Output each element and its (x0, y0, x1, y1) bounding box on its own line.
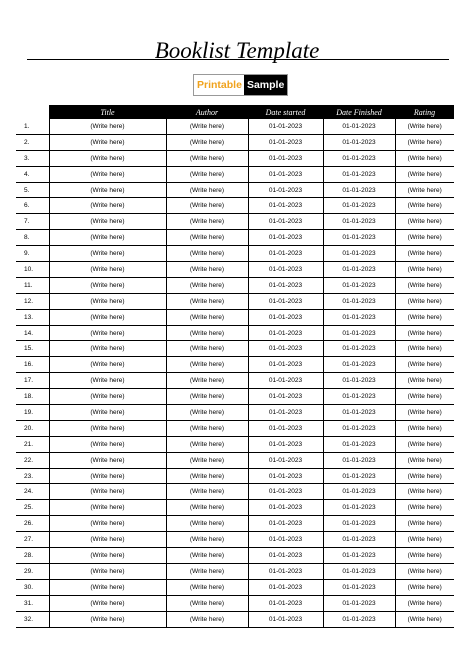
row-number: 8. (16, 230, 49, 246)
row-number: 28. (16, 548, 49, 564)
table-row (16, 548, 454, 564)
table-row (16, 150, 454, 166)
rating-cell[interactable]: (Write here) (395, 516, 454, 532)
date-started-cell[interactable]: 01-01-2023 (248, 420, 323, 436)
rating-cell[interactable]: (Write here) (395, 611, 454, 627)
table-row (16, 373, 454, 389)
date-started-cell[interactable]: 01-01-2023 (248, 325, 323, 341)
row-number: 19. (16, 405, 49, 421)
date-finished-cell[interactable]: 01-01-2023 (323, 516, 395, 532)
rating-cell[interactable]: (Write here) (395, 452, 454, 468)
date-finished-cell[interactable]: 01-01-2023 (323, 341, 395, 357)
table-row (16, 277, 454, 293)
row-number: 18. (16, 389, 49, 405)
title-cell[interactable]: (Write here) (49, 214, 166, 230)
rating-cell[interactable]: (Write here) (395, 166, 454, 182)
author-cell[interactable]: (Write here) (166, 357, 248, 373)
row-number: 32. (16, 611, 49, 627)
rating-cell[interactable]: (Write here) (395, 357, 454, 373)
row-number: 10. (16, 262, 49, 278)
date-finished-cell[interactable]: 01-01-2023 (323, 611, 395, 627)
date-started-cell[interactable]: 01-01-2023 (248, 452, 323, 468)
rating-cell[interactable]: (Write here) (395, 134, 454, 150)
author-cell[interactable]: (Write here) (166, 262, 248, 278)
table-row (16, 325, 454, 341)
title-cell[interactable]: (Write here) (49, 468, 166, 484)
date-started-cell[interactable]: 01-01-2023 (248, 436, 323, 452)
rating-cell[interactable]: (Write here) (395, 595, 454, 611)
date-finished-cell[interactable]: 01-01-2023 (323, 595, 395, 611)
rating-cell[interactable]: (Write here) (395, 182, 454, 198)
rating-cell[interactable]: (Write here) (395, 405, 454, 421)
title-cell[interactable]: (Write here) (49, 134, 166, 150)
date-started-cell[interactable]: 01-01-2023 (248, 150, 323, 166)
author-cell[interactable]: (Write here) (166, 452, 248, 468)
rating-cell[interactable]: (Write here) (395, 484, 454, 500)
author-cell[interactable]: (Write here) (166, 436, 248, 452)
title-cell[interactable]: (Write here) (49, 579, 166, 595)
row-number: 22. (16, 452, 49, 468)
rating-cell[interactable]: (Write here) (395, 119, 454, 134)
author-cell[interactable]: (Write here) (166, 532, 248, 548)
title-cell[interactable]: (Write here) (49, 595, 166, 611)
table-row (16, 516, 454, 532)
row-number: 17. (16, 373, 49, 389)
date-started-cell[interactable]: 01-01-2023 (248, 389, 323, 405)
date-started-cell[interactable]: 01-01-2023 (248, 500, 323, 516)
header-date-finished: Date Finished (323, 105, 395, 119)
title-cell[interactable]: (Write here) (49, 182, 166, 198)
rating-cell[interactable]: (Write here) (395, 246, 454, 262)
rating-cell[interactable]: (Write here) (395, 293, 454, 309)
title-cell[interactable]: (Write here) (49, 452, 166, 468)
title-cell[interactable]: (Write here) (49, 150, 166, 166)
title-cell[interactable]: (Write here) (49, 325, 166, 341)
logo-part-printable: Printable (194, 75, 244, 95)
date-finished-cell[interactable]: 01-01-2023 (323, 548, 395, 564)
date-finished-cell[interactable]: 01-01-2023 (323, 230, 395, 246)
table-row (16, 436, 454, 452)
date-finished-cell[interactable]: 01-01-2023 (323, 325, 395, 341)
date-started-cell[interactable]: 01-01-2023 (248, 119, 323, 134)
author-cell[interactable]: (Write here) (166, 468, 248, 484)
rating-cell[interactable]: (Write here) (395, 563, 454, 579)
date-started-cell[interactable]: 01-01-2023 (248, 357, 323, 373)
title-cell[interactable]: (Write here) (49, 262, 166, 278)
title-cell[interactable]: (Write here) (49, 357, 166, 373)
header-date-started: Date started (248, 105, 323, 119)
author-cell[interactable]: (Write here) (166, 373, 248, 389)
date-finished-cell[interactable]: 01-01-2023 (323, 246, 395, 262)
rating-cell[interactable]: (Write here) (395, 230, 454, 246)
table-row (16, 293, 454, 309)
author-cell[interactable]: (Write here) (166, 166, 248, 182)
row-number: 31. (16, 595, 49, 611)
table-row (16, 166, 454, 182)
rating-cell[interactable]: (Write here) (395, 277, 454, 293)
row-number: 25. (16, 500, 49, 516)
title-cell[interactable]: (Write here) (49, 420, 166, 436)
date-started-cell[interactable]: 01-01-2023 (248, 405, 323, 421)
table-row (16, 357, 454, 373)
table-row (16, 262, 454, 278)
title-cell[interactable]: (Write here) (49, 532, 166, 548)
author-cell[interactable]: (Write here) (166, 214, 248, 230)
table-row (16, 246, 454, 262)
row-number: 13. (16, 309, 49, 325)
table-row (16, 611, 454, 627)
title-cell[interactable]: (Write here) (49, 389, 166, 405)
date-finished-cell[interactable]: 01-01-2023 (323, 436, 395, 452)
author-cell[interactable]: (Write here) (166, 516, 248, 532)
rating-cell[interactable]: (Write here) (395, 468, 454, 484)
row-number: 30. (16, 579, 49, 595)
author-cell[interactable]: (Write here) (166, 119, 248, 134)
author-cell[interactable]: (Write here) (166, 198, 248, 214)
date-finished-cell[interactable]: 01-01-2023 (323, 198, 395, 214)
date-finished-cell[interactable]: 01-01-2023 (323, 452, 395, 468)
author-cell[interactable]: (Write here) (166, 484, 248, 500)
date-started-cell[interactable]: 01-01-2023 (248, 579, 323, 595)
date-finished-cell[interactable]: 01-01-2023 (323, 293, 395, 309)
author-cell[interactable]: (Write here) (166, 389, 248, 405)
row-number: 14. (16, 325, 49, 341)
author-cell[interactable]: (Write here) (166, 341, 248, 357)
header-number (16, 105, 49, 119)
table-row (16, 198, 454, 214)
title-cell[interactable]: (Write here) (49, 563, 166, 579)
table-row (16, 309, 454, 325)
table-row (16, 214, 454, 230)
table-row (16, 500, 454, 516)
date-finished-cell[interactable]: 01-01-2023 (323, 484, 395, 500)
author-cell[interactable]: (Write here) (166, 150, 248, 166)
table-row (16, 389, 454, 405)
author-cell[interactable]: (Write here) (166, 134, 248, 150)
title-cell[interactable]: (Write here) (49, 500, 166, 516)
date-finished-cell[interactable]: 01-01-2023 (323, 309, 395, 325)
table-row (16, 405, 454, 421)
author-cell[interactable]: (Write here) (166, 309, 248, 325)
date-finished-cell[interactable]: 01-01-2023 (323, 182, 395, 198)
row-number: 5. (16, 182, 49, 198)
row-number: 9. (16, 246, 49, 262)
date-started-cell[interactable]: 01-01-2023 (248, 230, 323, 246)
table-row (16, 563, 454, 579)
row-number: 3. (16, 150, 49, 166)
date-finished-cell[interactable]: 01-01-2023 (323, 150, 395, 166)
rating-cell[interactable]: (Write here) (395, 341, 454, 357)
author-cell[interactable]: (Write here) (166, 246, 248, 262)
date-started-cell[interactable]: 01-01-2023 (248, 309, 323, 325)
author-cell[interactable]: (Write here) (166, 548, 248, 564)
date-started-cell[interactable]: 01-01-2023 (248, 293, 323, 309)
table-body (16, 119, 454, 627)
table-row (16, 579, 454, 595)
date-finished-cell[interactable]: 01-01-2023 (323, 134, 395, 150)
row-number: 23. (16, 468, 49, 484)
date-started-cell[interactable]: 01-01-2023 (248, 516, 323, 532)
date-finished-cell[interactable]: 01-01-2023 (323, 500, 395, 516)
date-finished-cell[interactable]: 01-01-2023 (323, 214, 395, 230)
date-started-cell[interactable]: 01-01-2023 (248, 484, 323, 500)
date-finished-cell[interactable]: 01-01-2023 (323, 532, 395, 548)
title-cell[interactable]: (Write here) (49, 611, 166, 627)
date-finished-cell[interactable]: 01-01-2023 (323, 277, 395, 293)
table-row (16, 420, 454, 436)
title-cell[interactable]: (Write here) (49, 373, 166, 389)
date-finished-cell[interactable]: 01-01-2023 (323, 166, 395, 182)
date-started-cell[interactable]: 01-01-2023 (248, 214, 323, 230)
title-cell[interactable]: (Write here) (49, 230, 166, 246)
table-row (16, 468, 454, 484)
date-finished-cell[interactable]: 01-01-2023 (323, 420, 395, 436)
row-number: 15. (16, 341, 49, 357)
header-author: Author (166, 105, 248, 119)
date-finished-cell[interactable]: 01-01-2023 (323, 119, 395, 134)
title-cell[interactable]: (Write here) (49, 166, 166, 182)
printable-sample-logo (193, 74, 288, 96)
rating-cell[interactable]: (Write here) (395, 532, 454, 548)
date-started-cell[interactable]: 01-01-2023 (248, 246, 323, 262)
title-cell[interactable]: (Write here) (49, 246, 166, 262)
table-row (16, 484, 454, 500)
title-cell[interactable]: (Write here) (49, 548, 166, 564)
table-row (16, 341, 454, 357)
rating-cell[interactable]: (Write here) (395, 262, 454, 278)
row-number: 11. (16, 277, 49, 293)
row-number: 26. (16, 516, 49, 532)
title-cell[interactable]: (Write here) (49, 293, 166, 309)
rating-cell[interactable]: (Write here) (395, 373, 454, 389)
rating-cell[interactable]: (Write here) (395, 389, 454, 405)
date-started-cell[interactable]: 01-01-2023 (248, 373, 323, 389)
title-cell[interactable]: (Write here) (49, 516, 166, 532)
date-finished-cell[interactable]: 01-01-2023 (323, 389, 395, 405)
row-number: 6. (16, 198, 49, 214)
table-row (16, 230, 454, 246)
row-number: 12. (16, 293, 49, 309)
date-started-cell[interactable]: 01-01-2023 (248, 182, 323, 198)
rating-cell[interactable]: (Write here) (395, 150, 454, 166)
author-cell[interactable]: (Write here) (166, 500, 248, 516)
rating-cell[interactable]: (Write here) (395, 436, 454, 452)
date-started-cell[interactable]: 01-01-2023 (248, 341, 323, 357)
date-started-cell[interactable]: 01-01-2023 (248, 532, 323, 548)
title-cell[interactable]: (Write here) (49, 198, 166, 214)
author-cell[interactable]: (Write here) (166, 563, 248, 579)
rating-cell[interactable]: (Write here) (395, 500, 454, 516)
rating-cell[interactable]: (Write here) (395, 325, 454, 341)
table-row (16, 134, 454, 150)
date-started-cell[interactable]: 01-01-2023 (248, 468, 323, 484)
row-number: 7. (16, 214, 49, 230)
row-number: 4. (16, 166, 49, 182)
title-cell[interactable]: (Write here) (49, 341, 166, 357)
author-cell[interactable]: (Write here) (166, 405, 248, 421)
rating-cell[interactable]: (Write here) (395, 579, 454, 595)
author-cell[interactable]: (Write here) (166, 325, 248, 341)
date-finished-cell[interactable]: 01-01-2023 (323, 373, 395, 389)
date-started-cell[interactable]: 01-01-2023 (248, 262, 323, 278)
table-row (16, 532, 454, 548)
title-cell[interactable]: (Write here) (49, 309, 166, 325)
table-row (16, 119, 454, 134)
date-started-cell[interactable]: 01-01-2023 (248, 611, 323, 627)
table-row (16, 452, 454, 468)
rating-cell[interactable]: (Write here) (395, 420, 454, 436)
title-cell[interactable]: (Write here) (49, 119, 166, 134)
date-finished-cell[interactable]: 01-01-2023 (323, 405, 395, 421)
date-started-cell[interactable]: 01-01-2023 (248, 277, 323, 293)
date-started-cell[interactable]: 01-01-2023 (248, 548, 323, 564)
row-number: 27. (16, 532, 49, 548)
author-cell[interactable]: (Write here) (166, 420, 248, 436)
rating-cell[interactable]: (Write here) (395, 198, 454, 214)
table-row (16, 182, 454, 198)
author-cell[interactable]: (Write here) (166, 611, 248, 627)
table-header-row (16, 105, 454, 119)
date-finished-cell[interactable]: 01-01-2023 (323, 357, 395, 373)
title-cell[interactable]: (Write here) (49, 405, 166, 421)
date-started-cell[interactable]: 01-01-2023 (248, 166, 323, 182)
author-cell[interactable]: (Write here) (166, 277, 248, 293)
row-number: 1. (16, 119, 49, 134)
row-number: 2. (16, 134, 49, 150)
author-cell[interactable]: (Write here) (166, 182, 248, 198)
title-cell[interactable]: (Write here) (49, 436, 166, 452)
row-number: 21. (16, 436, 49, 452)
row-number: 29. (16, 563, 49, 579)
row-number: 20. (16, 420, 49, 436)
booklist-table (16, 105, 454, 628)
page-title: Booklist Template (154, 38, 320, 63)
rating-cell[interactable]: (Write here) (395, 548, 454, 564)
title-cell[interactable]: (Write here) (49, 484, 166, 500)
date-started-cell[interactable]: 01-01-2023 (248, 134, 323, 150)
date-finished-cell[interactable]: 01-01-2023 (323, 579, 395, 595)
author-cell[interactable]: (Write here) (166, 230, 248, 246)
author-cell[interactable]: (Write here) (166, 579, 248, 595)
rating-cell[interactable]: (Write here) (395, 309, 454, 325)
author-cell[interactable]: (Write here) (166, 293, 248, 309)
rating-cell[interactable]: (Write here) (395, 214, 454, 230)
header-rating: Rating (395, 105, 454, 119)
logo-part-sample: Sample (244, 75, 287, 95)
header-title: Title (49, 105, 166, 119)
date-finished-cell[interactable]: 01-01-2023 (323, 468, 395, 484)
row-number: 16. (16, 357, 49, 373)
date-started-cell[interactable]: 01-01-2023 (248, 563, 323, 579)
table-row (16, 595, 454, 611)
author-cell[interactable]: (Write here) (166, 595, 248, 611)
title-underline (27, 59, 449, 60)
date-started-cell[interactable]: 01-01-2023 (248, 595, 323, 611)
date-finished-cell[interactable]: 01-01-2023 (323, 262, 395, 278)
date-started-cell[interactable]: 01-01-2023 (248, 198, 323, 214)
date-finished-cell[interactable]: 01-01-2023 (323, 563, 395, 579)
title-cell[interactable]: (Write here) (49, 277, 166, 293)
row-number: 24. (16, 484, 49, 500)
